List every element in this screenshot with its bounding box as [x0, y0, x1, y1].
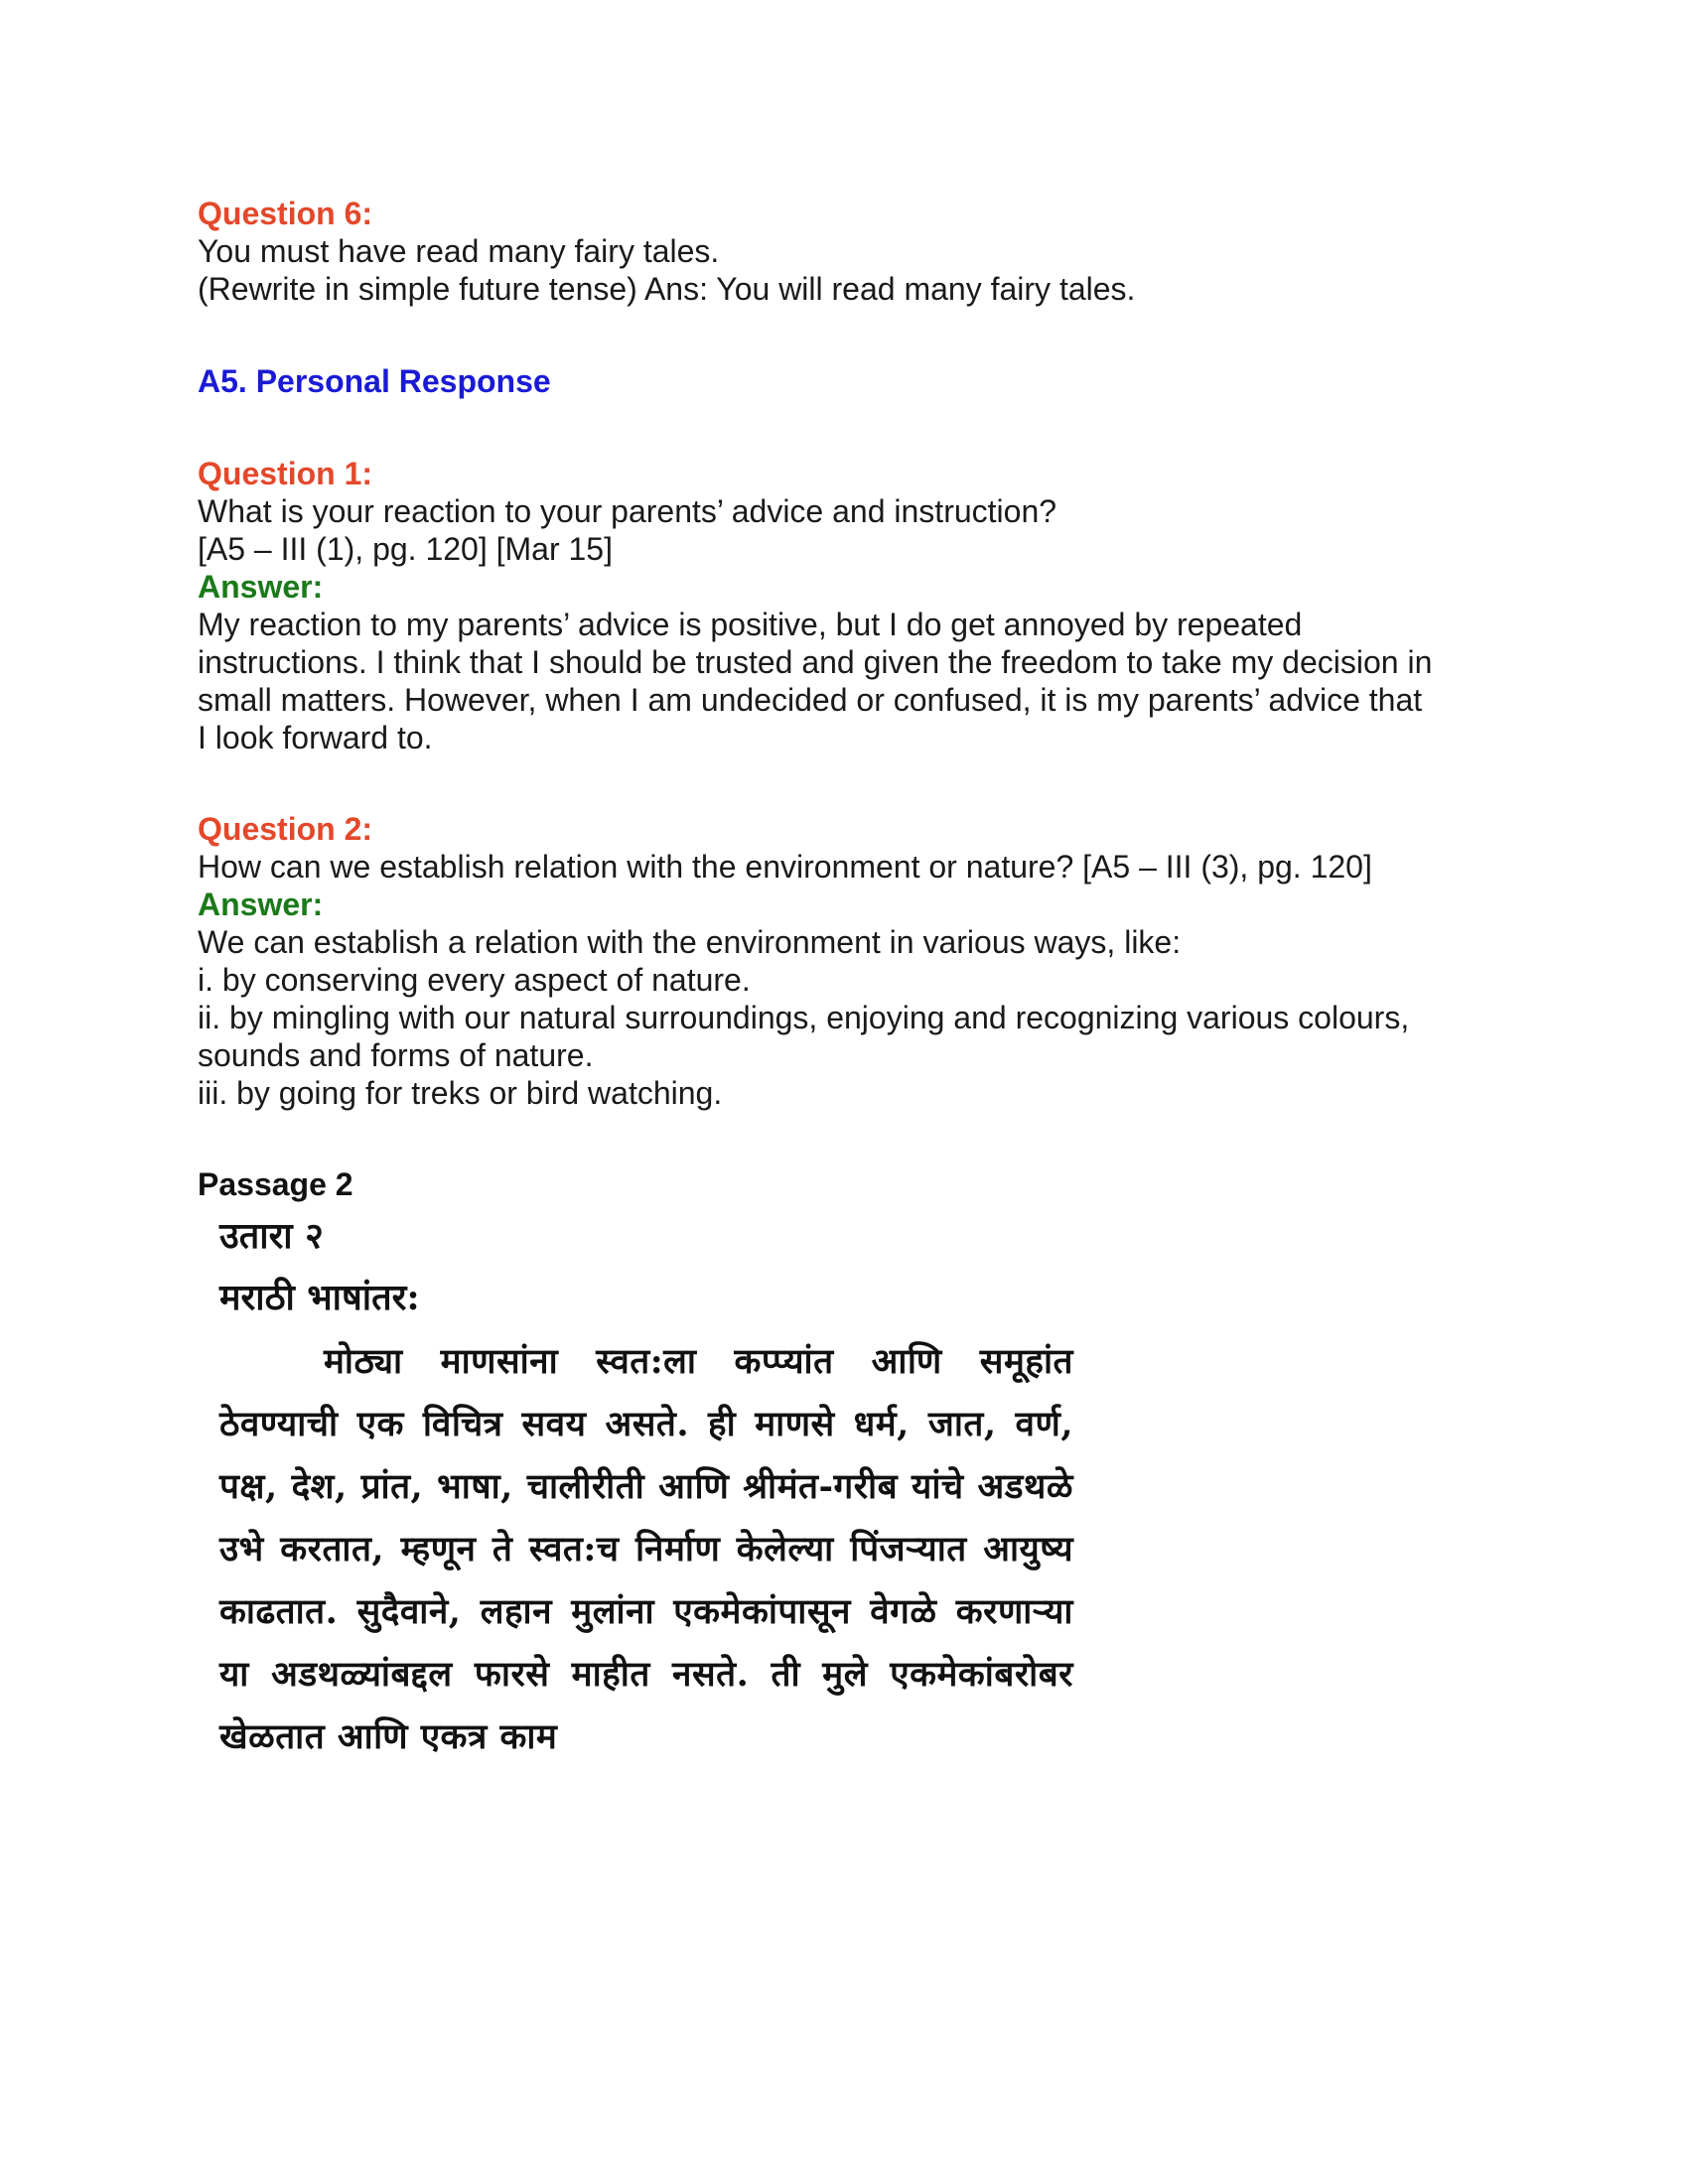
marathi-translation-scan: [219, 1205, 1073, 1768]
question-2-block: [198, 810, 1488, 1112]
question-reference: [A5 – III (1), pg. 120] [Mar 15]: [198, 531, 613, 567]
marathi-translation-heading: मराठी भाषांतर:: [219, 1277, 420, 1318]
question-text: (Rewrite in simple future tense) Ans: You will read many fairy tales.: [198, 271, 1136, 307]
answer-label: Answer:: [198, 887, 324, 922]
passage-title: Passage 2: [198, 1166, 353, 1202]
question-heading: Question 6:: [198, 196, 373, 231]
question-1-block: [198, 455, 1488, 756]
answer-text: instructions. I think that I should be trusted and given the freedom to take my decision in: [198, 644, 1433, 680]
answer-list-item: i. by conserving every aspect of nature.: [198, 962, 751, 998]
question-text: What is your reaction to your parents’ advice and instruction?: [198, 493, 1057, 529]
marathi-paragraph: मोठ्या माणसांना स्वत:ला कप्प्यांत आणि समूहांत ठेवण्याची एक विचित्र सवय असते. ही माणसे धर्म, जात, वर्ण, पक्ष, देश, प्रांत, भाषा, चालीरीती आणि श्रीमंत-गरीब यांचे अडथळे उभे करतात, म्हणून ते स्वत:च निर्माण केलेल्या पिंजऱ्यात आयुष्य काढतात. सुदैवाने, लहान मुलांना एकमेकांपासून वेगळे करणाऱ्या या अडथळ्यांबद्दल फारसे माहीत नसते. ती मुले एकमेकांबरोबर खेळतात आणि एकत्र काम: [219, 1341, 1073, 1757]
answer-list-item: iii. by going for treks or bird watching.: [198, 1075, 723, 1111]
question-6-block: [198, 195, 1488, 308]
document-page: [198, 195, 1488, 1768]
answer-text: I look forward to.: [198, 720, 433, 755]
passage-block: [198, 1165, 1488, 1768]
marathi-passage-heading: उतारा २: [219, 1215, 324, 1257]
answer-text: We can establish a relation with the environment in various ways, like:: [198, 924, 1182, 960]
question-text: You must have read many fairy tales.: [198, 233, 720, 269]
answer-text: small matters. However, when I am undecided or confused, it is my parents’ advice that: [198, 682, 1423, 718]
answer-list-item: ii. by mingling with our natural surroundings, enjoying and recognizing various colours,: [198, 1000, 1410, 1035]
answer-label: Answer:: [198, 569, 324, 605]
section-heading: A5. Personal Response: [198, 363, 551, 399]
question-heading: Question 1:: [198, 456, 373, 491]
answer-list-item-continued: sounds and forms of nature.: [198, 1037, 594, 1073]
answer-text: My reaction to my parents’ advice is positive, but I do get annoyed by repeated: [198, 607, 1303, 642]
question-heading: Question 2:: [198, 811, 373, 847]
question-text: How can we establish relation with the environment or nature? [A5 – III (3), pg. 120]: [198, 849, 1372, 885]
